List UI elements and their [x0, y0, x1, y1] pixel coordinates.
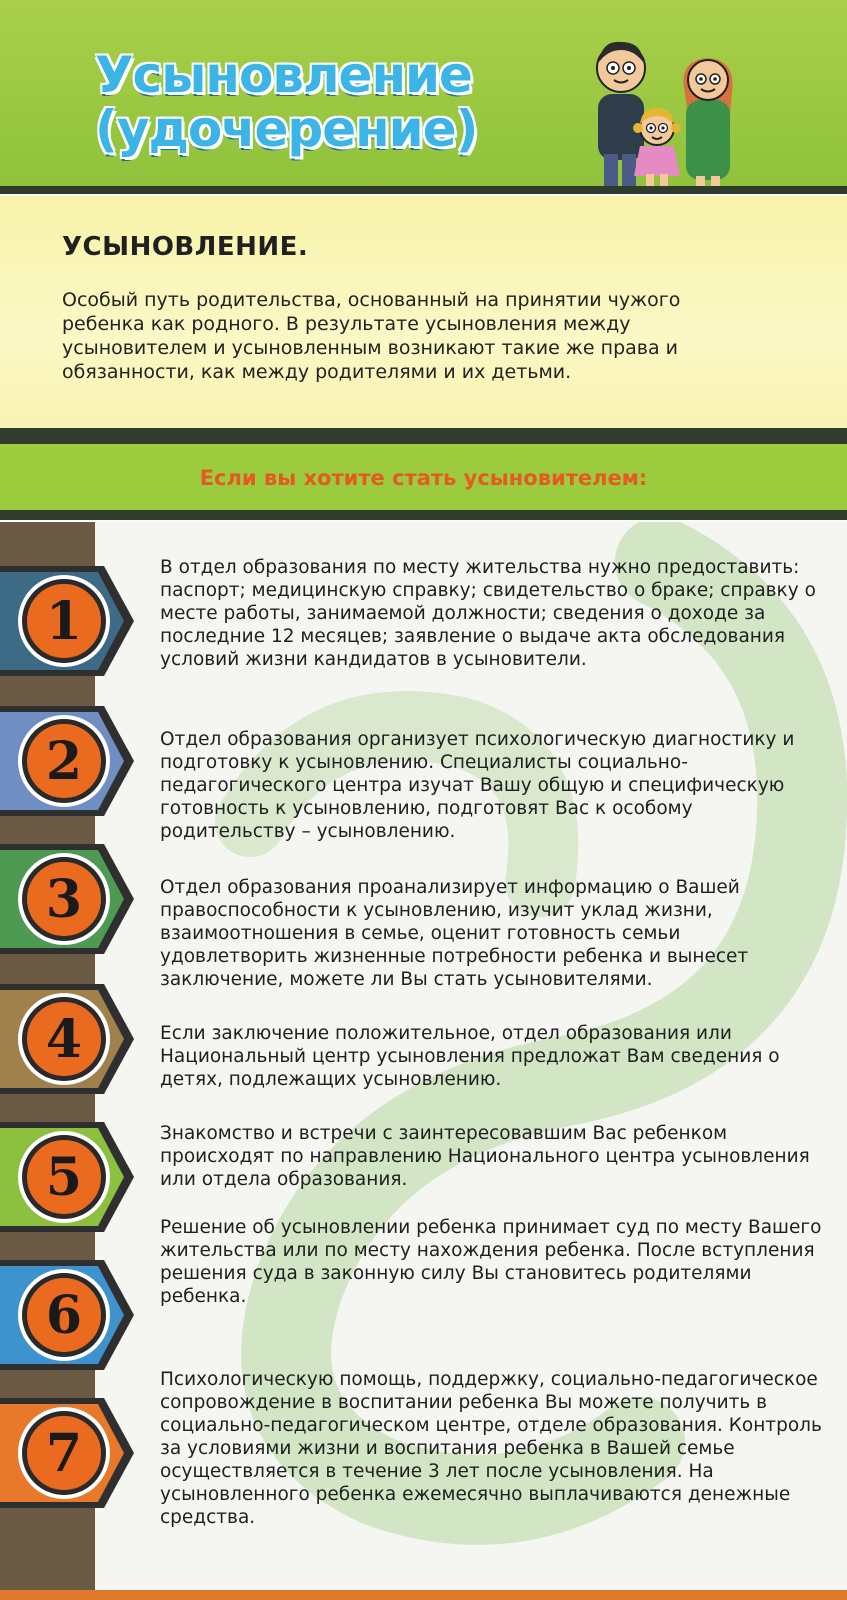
step-number-5: 5	[22, 1135, 106, 1219]
step-text-5: Знакомство и встречи с заинтересовавшим Вас ребенком происходят по направлению Национального центра усыновления или отдела образования.	[160, 1123, 810, 1190]
step-number-6: 6	[22, 1273, 106, 1357]
step-badge-7	[0, 1394, 140, 1512]
step-badge-5	[0, 1118, 140, 1236]
divider-band	[0, 186, 847, 194]
step-number-4: 4	[22, 997, 106, 1081]
family-illustration	[590, 36, 760, 196]
mother-figure	[684, 58, 733, 192]
title-line-2: (удочерение)	[95, 100, 478, 158]
divider-band	[0, 510, 847, 520]
step-text-2: Отдел образования организует психологическую диагностику и подготовку к усыновлению. Специалисты социально-педагогического центра изучат Вашу общую и специфическую готовность к усыновлению, подготовят Вас к особому родительству – усыновлению.	[160, 729, 795, 842]
bottom-strip	[0, 1590, 847, 1600]
page-title	[95, 48, 565, 156]
steps-section	[0, 522, 847, 1600]
step-badge-2	[0, 702, 140, 820]
step-number-1: 1	[22, 579, 106, 663]
step-number-3: 3	[22, 857, 106, 941]
subheading-band	[0, 444, 847, 516]
step-badge-4	[0, 980, 140, 1098]
divider-band	[0, 428, 847, 444]
step-text-7: Психологическую помощь, поддержку, социально-педагогическое сопровождение в воспитании ребенка Вы можете получить в социально-педагогическом центре, отделе образования. Контроль за условиями жизни и воспитания ребенка в Вашей семье осуществляется в течение 3 лет после усыновления. На усыновленного ребенка ежемесячно выплачиваются денежные средства.	[160, 1369, 822, 1528]
step-text-6: Решение об усыновлении ребенка принимает суд по месту Вашего жительства или по месту нахождения ребенка. После вступления решения суда в законную силу Вы становитесь родителями ребенка.	[160, 1217, 822, 1307]
step-badge-1	[0, 562, 140, 680]
intro-heading: УСЫНОВЛЕНИЕ.	[62, 232, 309, 262]
step-badge-6	[0, 1256, 140, 1374]
header-banner	[0, 0, 847, 190]
title-line-1: Усыновление	[95, 46, 472, 104]
step-text-4: Если заключение положительное, отдел образования или Национальный центр усыновления предложат Вам сведения о детях, подлежащих усыновлению.	[160, 1023, 780, 1090]
step-number-7: 7	[22, 1411, 106, 1495]
step-text-3: Отдел образования проанализирует информацию о Вашей правоспособности к усыновлению, изучит уклад жизни, взаимоотношения в семье, оценит готовность семьи удовлетворить жизненные потребности ребенка и вынесет заключение, можете ли Вы стать усыновителями.	[160, 877, 749, 990]
step-text-1: В отдел образования по месту жительства нужно предоставить: паспорт; медицинскую справку; свидетельство о браке; справку о месте работы, занимаемой должности; сведения о доходе за последние 12 месяцев; заявление о выдаче акта обследования условий жизни кандидатов в усыновители.	[160, 557, 816, 670]
intro-text: Особый путь родительства, основанный на принятии чужого ребенка как родного. В результате усыновления между усыновителем и усыновленным возникают такие же права и обязанности, как между родителями и их детьми.	[62, 289, 681, 383]
intro-section	[0, 196, 847, 428]
step-badge-3	[0, 840, 140, 958]
step-number-2: 2	[22, 719, 106, 803]
subheading: Если вы хотите стать усыновителем:	[199, 466, 648, 490]
